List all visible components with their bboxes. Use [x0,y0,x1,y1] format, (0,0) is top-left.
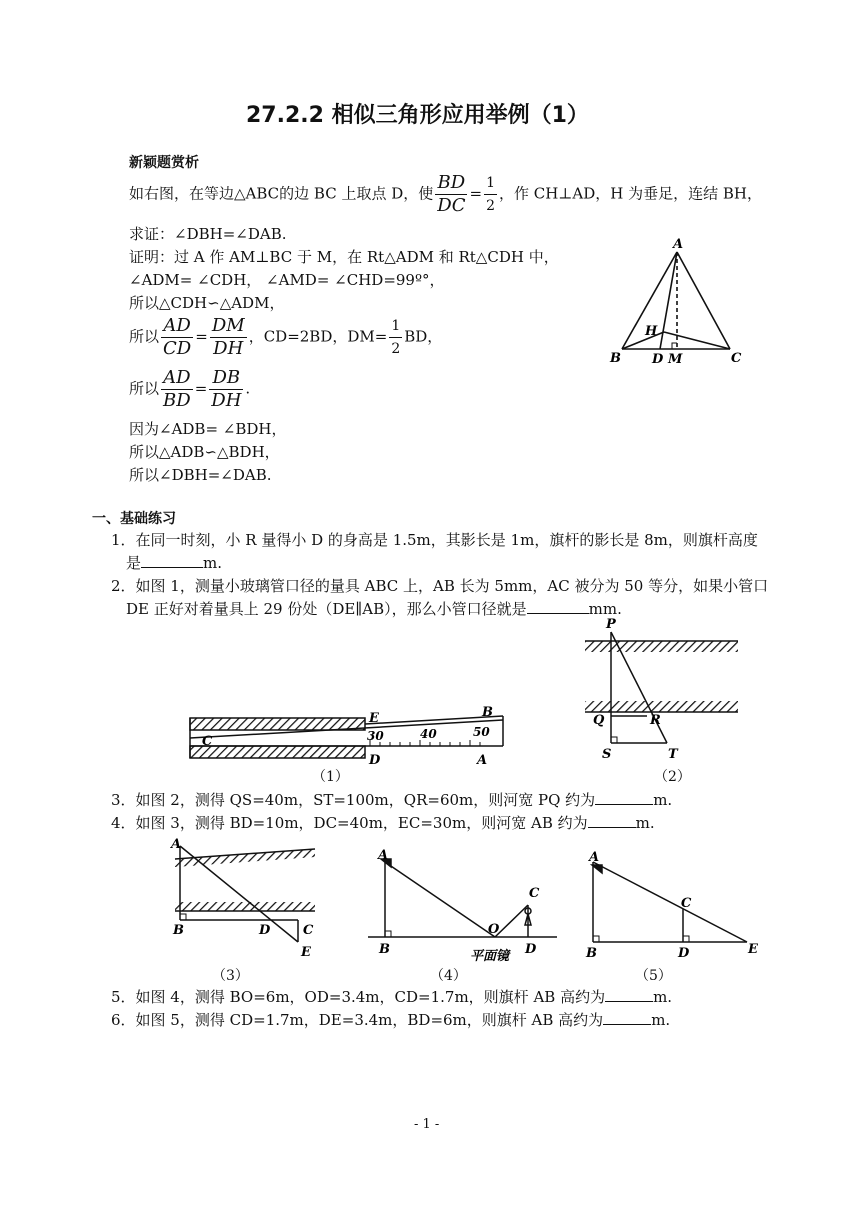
figure-5-shadow [580,845,770,965]
svg-text:平面镜: 平面镜 [470,949,510,964]
svg-text:D: D [259,923,271,938]
prove-statement: 求证：∠DBH=∠DAB. [129,225,287,243]
section-heading-new: 新颖题赏析 [129,155,199,171]
proof-line-8: 所以∠DBH=∠DAB. [129,466,272,484]
svg-text:Q: Q [593,713,605,728]
figure-3-river [165,834,325,964]
svg-text:D: D [678,946,690,961]
svg-text:A: A [378,848,389,863]
proof-line-1: 证明：过 A 作 AM⊥BC 于 M，在 Rt△ADM 和 Rt△CDH 中， [129,248,559,266]
figure-2-caption: （2） [654,769,691,785]
figure-4-caption: （4） [430,968,467,984]
svg-text:B: B [379,942,390,957]
label-A: A [673,237,684,252]
svg-text:E: E [369,711,379,726]
question-1-line-1: 1．在同一时刻，小 R 量得小 D 的身高是 1.5m，其影长是 1m，旗杆的影长是 8m，则旗杆高度 [111,531,758,549]
svg-text:A: A [589,850,600,865]
answer-blank[interactable] [605,987,653,1002]
proof-line-2: ∠ADM= ∠CDH， ∠AMD= ∠CHD=99º°， [129,271,445,289]
svg-text:A: A [171,837,182,852]
svg-text:O: O [488,922,500,937]
answer-blank[interactable] [595,790,653,805]
svg-text:T: T [668,747,678,762]
proof-line-4: 所以 $\frac{AD}{CD}$ = $\frac{DM}{DH}$ ，CD=2BD，DM= $\frac{1}{2}$ BD， [129,315,443,359]
svg-text:C: C [681,896,692,911]
question-6: 6．如图 5，测得 CD=1.7m，DE=3.4m，BD=6m，则旗杆 AB 高约为 m. [111,1011,671,1029]
svg-text:P: P [606,617,616,632]
answer-blank[interactable] [141,553,203,568]
label-B: B [610,351,621,366]
proof-line-5: 所以 $\frac{AD}{BD}$ = $\frac{DB}{DH}$ . [129,367,251,411]
question-4: 4．如图 3，测得 BD=10m，DC=40m，EC=30m，则河宽 AB 约为 m. [111,814,655,832]
svg-text:E: E [748,942,758,957]
svg-text:R: R [650,713,661,728]
label-H: H [645,324,658,339]
answer-blank[interactable] [603,1010,651,1025]
intro-line: 如右图，在等边△ABC的边 BC 上取点 D，使 $\frac{BD}{DC}$ = $\frac{1}{2}$ ，作 CH⊥AD，H 为垂足，连结 BH， [129,172,762,216]
label-C: C [731,351,742,366]
page-number: - 1 - [414,1117,440,1132]
label-D: D [652,352,664,367]
figure-5-caption: （5） [635,968,672,984]
svg-text:D: D [369,753,381,768]
proof-line-7: 所以△ADB∽△BDH， [129,443,280,461]
svg-text:C: C [303,923,314,938]
figure-4-mirror [365,845,560,965]
svg-text:D: D [525,942,537,957]
proof-line-6: 因为∠ADB= ∠BDH， [129,420,287,438]
fraction-half: $\frac{1}{2}$ [484,172,497,217]
figure-1-caliper [180,700,520,770]
svg-text:A: A [477,753,488,768]
question-1-line-2: 是 m. [126,554,223,572]
figure-3-caption: （3） [212,968,249,984]
equilateral-triangle-figure [600,232,760,372]
label-M: M [668,352,683,367]
svg-text:50: 50 [473,725,490,739]
section-heading-basic: 一、基础练习 [92,511,176,527]
figure-1-caption: （1） [312,769,349,785]
question-5: 5．如图 4，测得 BO=6m，OD=3.4m，CD=1.7m，则旗杆 AB 高约为 m. [111,988,673,1006]
svg-text:C: C [202,734,213,749]
question-2-line-1: 2．如图 1，测量小玻璃管口径的量具 ABC 上，AB 长为 5mm，AC 被分为 50 等分，如果小管口 [111,577,769,595]
fraction-bd-dc: $\frac{BD}{DC}$ [437,172,466,216]
question-3: 3．如图 2，测得 QS=40m，ST=100m，QR=60m，则河宽 PQ 约为 m. [111,791,673,809]
svg-text:E: E [301,945,311,960]
page-title: 27.2.2 相似三角形应用举例（1） [246,103,589,128]
svg-text:B: B [173,923,184,938]
answer-blank[interactable] [588,813,636,828]
figure-2-river [580,612,740,762]
question-2-line-2: DE 正好对着量具上 29 份处（DE∥AB），那么小管口径就是 mm. [126,600,622,618]
proof-line-3: 所以△CDH∽△ADM， [129,294,285,312]
svg-text:B: B [482,705,493,720]
svg-text:30: 30 [367,729,384,743]
svg-text:C: C [529,886,540,901]
svg-text:S: S [602,747,612,762]
svg-text:40: 40 [420,727,437,741]
svg-text:B: B [586,946,597,961]
